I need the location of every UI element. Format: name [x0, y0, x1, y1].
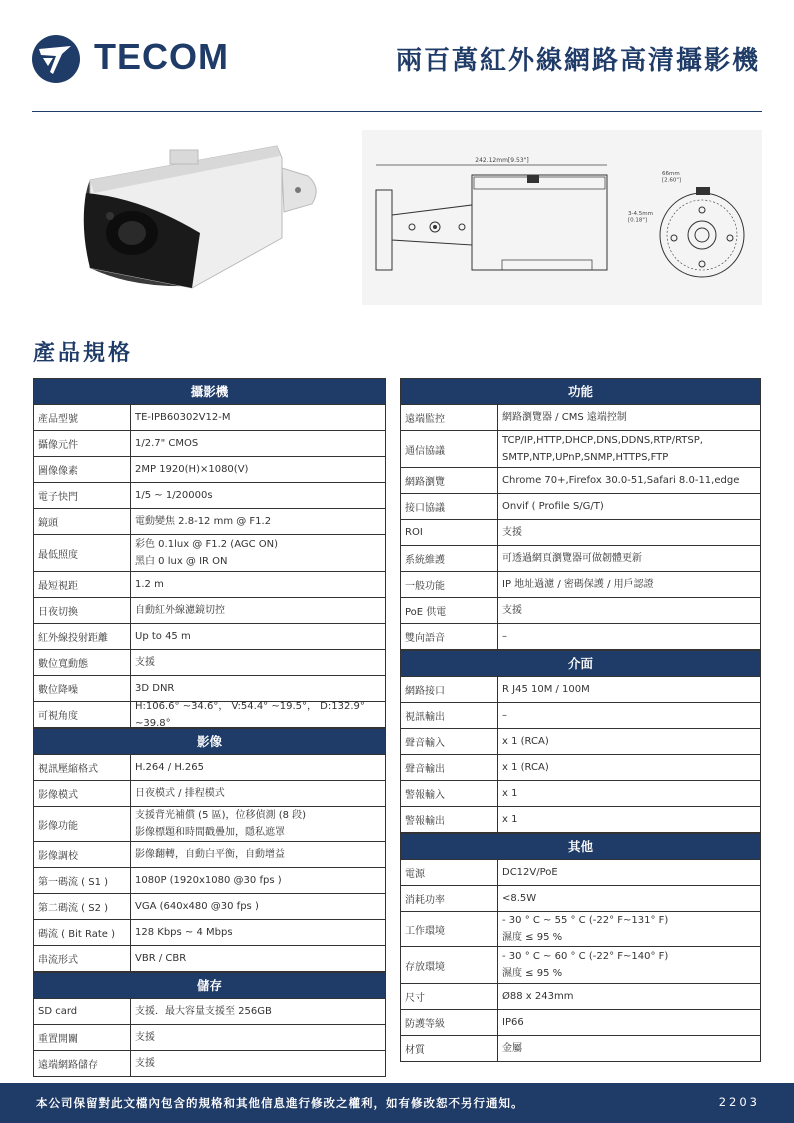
- spec-label: 接口協議: [401, 494, 498, 519]
- spec-value-line: 可透過網頁瀏覽器可做韌體更新: [502, 553, 642, 564]
- spec-label: 網路瀏覽: [401, 468, 498, 493]
- spec-value: [131, 781, 385, 806]
- spec-row: [401, 405, 760, 431]
- spec-row: [401, 781, 760, 807]
- spec-value: [498, 1010, 760, 1035]
- spec-value-line: 日夜模式 / 排程模式: [135, 788, 225, 799]
- spec-value-line: 支援背光補償 (5 區)，位移偵測 (8 段): [135, 810, 307, 821]
- spec-row: [401, 886, 760, 912]
- spec-label: 視訊輸出: [401, 703, 498, 728]
- spec-label: 視訊壓縮格式: [34, 755, 131, 780]
- spec-value: [131, 807, 385, 841]
- spec-label: 影像功能: [34, 807, 131, 841]
- spec-value-line: 1/2.7" CMOS: [135, 438, 199, 449]
- spec-label: 系統維護: [401, 546, 498, 571]
- spec-value-line: –: [502, 710, 507, 721]
- spec-value-line: 網路瀏覽器 / CMS 遠端控制: [502, 412, 627, 423]
- spec-value-line: –: [502, 631, 507, 642]
- spec-value: [498, 405, 760, 430]
- spec-row: [401, 677, 760, 703]
- spec-label: SD card: [34, 999, 131, 1024]
- spec-label: 材質: [401, 1036, 498, 1061]
- spec-value: [131, 457, 385, 482]
- screw-dimension-label: 3-4.5mm [0.18"]: [628, 211, 653, 224]
- spec-value: [131, 1051, 385, 1076]
- footer-notice: 本公司保留對此文檔內包含的規格和其他信息進行修改之權利，如有修改恕不另行通知。: [36, 1096, 524, 1110]
- spec-value-line: Ø88 x 243mm: [502, 991, 574, 1002]
- spec-value-line: R J45 10M / 100M: [502, 684, 590, 695]
- spec-label: 可視角度: [34, 702, 131, 727]
- spec-label: 影像調校: [34, 842, 131, 867]
- spec-row: [34, 572, 385, 598]
- spec-value: [498, 624, 760, 649]
- section-heading-storage: 儲存: [34, 972, 385, 999]
- spec-value-line: IP 地址過濾 / 密碼保護 / 用戶認證: [502, 579, 654, 590]
- spec-value-line: IP66: [502, 1017, 524, 1028]
- spec-row: [401, 703, 760, 729]
- spec-value: [498, 860, 760, 885]
- spec-label: 攝像元件: [34, 431, 131, 456]
- width-dimension-label: 242.12mm[9.53"]: [475, 157, 529, 164]
- spec-row: [401, 729, 760, 755]
- spec-row: [34, 920, 385, 946]
- section-heading-interface: 介面: [401, 650, 760, 677]
- spec-value: [498, 912, 760, 946]
- spec-value-line: 支援．最大容量支援至 256GB: [135, 1006, 272, 1017]
- spec-row: [34, 650, 385, 676]
- spec-label: 警報輸出: [401, 807, 498, 832]
- spec-value: [131, 483, 385, 508]
- spec-value: [498, 984, 760, 1009]
- spec-value: [498, 494, 760, 519]
- spec-row: [34, 1051, 385, 1077]
- camera-product-photo: [72, 138, 332, 308]
- spec-label: 遠端網路儲存: [34, 1051, 131, 1076]
- spec-value: [498, 598, 760, 623]
- spec-value: [498, 572, 760, 597]
- spec-value-line: DC12V/PoE: [502, 867, 558, 878]
- spec-value-line: x 1 (RCA): [502, 762, 549, 773]
- spec-value-line: VGA (640x480 @30 fps ): [135, 901, 259, 912]
- spec-value-line: 自動紅外線濾鏡切控: [135, 605, 225, 616]
- spec-value: [131, 572, 385, 597]
- spec-value-line: 支援: [135, 1032, 155, 1043]
- spec-row: [34, 868, 385, 894]
- spec-value-line: - 30 ° C ~ 60 ° C (-22° F~140° F): [502, 951, 669, 962]
- spec-label: 串流形式: [34, 946, 131, 971]
- spec-label: 存放環境: [401, 947, 498, 983]
- spec-value-line: H:106.6° ~34.6°， V:54.4° ~19.5°， D:132.9° ~39.8°: [135, 700, 365, 729]
- spec-row: [401, 1036, 760, 1062]
- spec-row: [401, 520, 760, 546]
- spec-label: 影像模式: [34, 781, 131, 806]
- spec-table-left: [33, 378, 386, 1077]
- section-heading-other: 其他: [401, 833, 760, 860]
- spec-value-line: 黑白 0 lux @ IR ON: [135, 556, 228, 567]
- spec-label: 電子快門: [34, 483, 131, 508]
- spec-row: [34, 509, 385, 535]
- spec-value: [498, 520, 760, 545]
- spec-value: [131, 755, 385, 780]
- spec-label: 第二碼流 ( S2 ): [34, 894, 131, 919]
- spec-value-line: SMTP,NTP,UPnP,SNMP,HTTPS,FTP: [502, 452, 669, 463]
- spec-row: [34, 842, 385, 868]
- spec-label: 最低照度: [34, 535, 131, 571]
- spec-label: 重置開關: [34, 1025, 131, 1050]
- spec-value: [131, 946, 385, 971]
- spec-row: [34, 535, 385, 572]
- spec-label: 碼流 ( Bit Rate ): [34, 920, 131, 945]
- spec-value: [131, 598, 385, 623]
- spec-label: 第一碼流 ( S1 ): [34, 868, 131, 893]
- tecom-logo-icon: [31, 34, 81, 84]
- spec-value-line: 影像標題和時間戳疊加，隱私遮罩: [135, 827, 285, 838]
- spec-row: [401, 546, 760, 572]
- spec-value: [498, 546, 760, 571]
- spec-row: [34, 624, 385, 650]
- spec-value-line: VBR / CBR: [135, 953, 187, 964]
- spec-label: 數位降噪: [34, 676, 131, 701]
- spec-value: [498, 781, 760, 806]
- section-heading-image: 影像: [34, 728, 385, 755]
- spec-label: 產品型號: [34, 405, 131, 430]
- spec-value: [131, 431, 385, 456]
- spec-label: 日夜切換: [34, 598, 131, 623]
- spec-row: [401, 598, 760, 624]
- spec-row: [34, 457, 385, 483]
- spec-value-line: 支援: [135, 657, 155, 668]
- spec-label: 圖像像素: [34, 457, 131, 482]
- spec-row: [34, 946, 385, 972]
- dimension-drawing: [362, 130, 762, 305]
- spec-row: [34, 1025, 385, 1051]
- spec-value-line: 電動變焦 2.8-12 mm @ F1.2: [135, 516, 272, 527]
- spec-value: [131, 999, 385, 1024]
- spec-label: 聲音輸出: [401, 755, 498, 780]
- spec-value-line: 濕度 ≤ 95 %: [502, 968, 563, 979]
- spec-label: 遠端監控: [401, 405, 498, 430]
- spec-row: [401, 468, 760, 494]
- document-code: 2203: [718, 1095, 760, 1109]
- spec-row: [401, 947, 760, 984]
- spec-value-line: 彩色 0.1lux @ F1.2 (AGC ON): [135, 539, 279, 550]
- spec-value-line: 支援: [135, 1058, 155, 1069]
- spec-value-line: x 1: [502, 814, 518, 825]
- spec-label: 雙向語音: [401, 624, 498, 649]
- spec-label: 聲音輸入: [401, 729, 498, 754]
- spec-value: [131, 535, 385, 571]
- section-title-specs: 產品規格: [33, 341, 134, 366]
- spec-row: [401, 1010, 760, 1036]
- spec-table-right: [400, 378, 761, 1062]
- spec-row: [401, 431, 760, 468]
- spec-value-line: 支援: [502, 605, 522, 616]
- spec-value-line: 支援: [502, 527, 522, 538]
- spec-value-line: 3D DNR: [135, 683, 175, 694]
- spec-value-line: TE-IPB60302V12-M: [135, 412, 231, 423]
- spec-value: [498, 1036, 760, 1061]
- spec-value-line: TCP/IP,HTTP,DHCP,DNS,DDNS,RTP/RTSP,: [502, 435, 703, 446]
- spec-label: 消耗功率: [401, 886, 498, 911]
- section-heading-function: 功能: [401, 378, 760, 405]
- spec-value: [498, 703, 760, 728]
- spec-row: [401, 807, 760, 833]
- side-dimension-label: 66mm [2.60"]: [662, 171, 682, 184]
- spec-value-line: - 30 ° C ~ 55 ° C (-22° F~131° F): [502, 915, 669, 926]
- spec-label: 紅外線投射距離: [34, 624, 131, 649]
- spec-value-line: 128 Kbps ~ 4 Mbps: [135, 927, 233, 938]
- spec-value: [131, 868, 385, 893]
- spec-row: [34, 483, 385, 509]
- spec-row: [34, 999, 385, 1025]
- spec-value-line: 1080P (1920x1080 @30 fps ): [135, 875, 282, 886]
- spec-row: [401, 624, 760, 650]
- spec-value-line: H.264 / H.265: [135, 762, 204, 773]
- spec-value: [498, 729, 760, 754]
- spec-row: [34, 894, 385, 920]
- spec-row: [401, 755, 760, 781]
- spec-label: 警報輸入: [401, 781, 498, 806]
- spec-value: [498, 677, 760, 702]
- spec-value-line: 濕度 ≤ 95 %: [502, 932, 563, 943]
- spec-row: [34, 702, 385, 728]
- spec-label: 一般功能: [401, 572, 498, 597]
- brand-name: TECOM: [94, 36, 229, 77]
- spec-row: [34, 807, 385, 842]
- spec-value: [131, 894, 385, 919]
- document-title: 兩百萬紅外線網路高清攝影機: [395, 46, 760, 76]
- spec-value-line: 影像翻轉，自動白平衡，自動增益: [135, 849, 285, 860]
- spec-value: [498, 431, 760, 467]
- spec-value: [131, 920, 385, 945]
- spec-row: [401, 860, 760, 886]
- spec-label: 通信協議: [401, 431, 498, 467]
- spec-value-line: x 1 (RCA): [502, 736, 549, 747]
- spec-value: [131, 650, 385, 675]
- spec-value: [131, 1025, 385, 1050]
- spec-value: [498, 886, 760, 911]
- spec-value: [498, 947, 760, 983]
- spec-row: [34, 431, 385, 457]
- spec-value-line: 1.2 m: [135, 579, 164, 590]
- spec-value: [498, 468, 760, 493]
- spec-value-line: Chrome 70+,Firefox 30.0-51,Safari 8.0-11,edge: [502, 475, 740, 486]
- page-footer: [0, 1083, 794, 1123]
- header-divider: [32, 111, 762, 112]
- spec-row: [401, 984, 760, 1010]
- spec-label: ROI: [401, 520, 498, 545]
- spec-value-line: Onvif ( Profile S/G/T): [502, 501, 604, 512]
- spec-label: 最短視距: [34, 572, 131, 597]
- spec-label: 工作環境: [401, 912, 498, 946]
- spec-value: [498, 807, 760, 832]
- spec-row: [401, 572, 760, 598]
- spec-value-line: Up to 45 m: [135, 631, 191, 642]
- spec-label: 電源: [401, 860, 498, 885]
- spec-label: PoE 供電: [401, 598, 498, 623]
- spec-value-line: 1/5 ~ 1/20000s: [135, 490, 213, 501]
- spec-value-line: 2MP 1920(H)×1080(V): [135, 464, 249, 475]
- spec-label: 數位寬動態: [34, 650, 131, 675]
- spec-value-line: 金屬: [502, 1043, 522, 1054]
- spec-row: [34, 598, 385, 624]
- spec-value-line: x 1: [502, 788, 518, 799]
- spec-value: [131, 702, 385, 727]
- spec-label: 防護等級: [401, 1010, 498, 1035]
- spec-value: [131, 405, 385, 430]
- spec-value: [498, 755, 760, 780]
- spec-value: [131, 624, 385, 649]
- spec-label: 尺寸: [401, 984, 498, 1009]
- spec-value: [131, 842, 385, 867]
- spec-value-line: <8.5W: [502, 893, 537, 904]
- spec-label: 鏡頭: [34, 509, 131, 534]
- spec-row: [34, 781, 385, 807]
- spec-row: [34, 405, 385, 431]
- spec-label: 網路接口: [401, 677, 498, 702]
- spec-row: [34, 755, 385, 781]
- spec-row: [401, 912, 760, 947]
- section-heading-camera: 攝影機: [34, 378, 385, 405]
- page-header: [0, 0, 794, 112]
- spec-value: [131, 509, 385, 534]
- spec-row: [401, 494, 760, 520]
